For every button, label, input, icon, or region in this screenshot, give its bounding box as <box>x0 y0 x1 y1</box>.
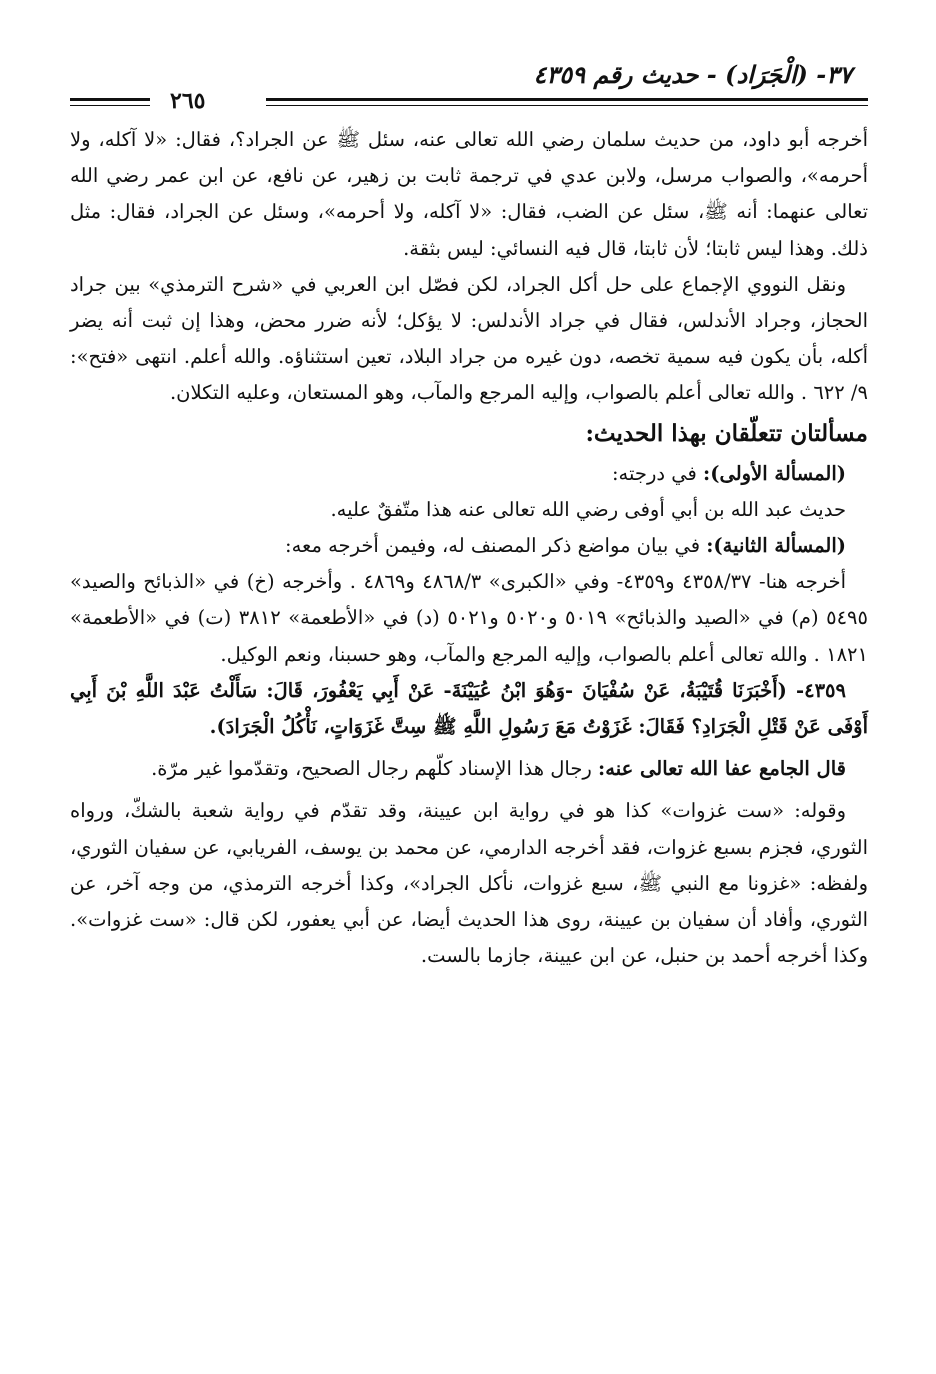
section-heading: مسألتان تتعلّقان بهذا الحديث: <box>585 419 868 447</box>
paragraph-abu-dawud: أخرجه أبو داود، من حديث سلمان رضي الله تعالى عنه، سئل ﷺ عن الجراد؟، فقال: «لا آكله، ولا أحرمه»، والصواب مرسل، ولابن عدي في ترجمة ثابت بن زهير، عن نافع، عن ابن عمر رضي الله تعالى عنهما: أنه ﷺ، سئل عن الضب، فقال: «لا آكله، ولا أحرمه»، وسئل عن الجراد، فقال: مثل ذلك. وهذا ليس ثابتا؛ لأن ثابتا، قال فيه النسائي: ليس بثقة. <box>70 128 868 260</box>
question-one-body: حديث عبد الله بن أبي أوفى رضي الله تعالى عنه هذا متّفقٌ عليه. <box>330 497 846 521</box>
question-two-body: أخرجه هنا- ٤٣٥٨/٣٧ و٤٣٥٩- وفي «الكبرى» ٤٨٦٨/٣ و٤٨٦٩ . وأخرجه (خ) في «الذبائح والصيد» ٥٤٩٥ (م) في «الصيد والذبائح» ٥٠١٩ و٥٠٢٠ و٥٠٢١ (د) في «الأطعمة» ٣٨١٢ (ت) في «الأطعمة» ١٨٢١ . والله تعالى أعلم بالصواب، وإليه المرجع والمآب، وهو حسبنا، ونعم الوكيل. <box>70 570 868 666</box>
page-content <box>70 122 868 974</box>
jami-text: رجال هذا الإسناد كلّهم رجال الصحيح، وتقدّموا غير مرّة. <box>151 757 599 781</box>
jami-comment <box>70 751 868 787</box>
page-number: ٢٦٥ <box>170 88 206 114</box>
header-rule <box>266 98 868 101</box>
paragraph-commentary: وقوله: «ست غزوات» كذا هو في رواية ابن عيينة، وقد تقدّم في رواية شعبة بالشكّ، ورواه الثوري، فجزم بسبع غزوات، فقد أخرجه الدارمي، عن محمد بن يوسف، الفريابي، عن سفيان الثوري، ولفظه: «غزونا مع النبي ﷺ، سبع غزوات، نأكل الجراد»، وكذا أخرجه الترمذي، من وجه آخر، عن الثوري، وأفاد أن سفيان بن عيينة، روى هذا الحديث أيضا، عن أبي يعفور، لكن قال: «ست غزوات». وكذا أخرجه أحمد بن حنبل، عن ابن عيينة، جازما بالست. <box>70 799 868 968</box>
page-header <box>70 60 868 122</box>
hadith-text: ٤٣٥٩- (أَخْبَرَنَا قُتَيْبَةُ، عَنْ سُفْيَانَ -وَهُوَ ابْنُ عُيَيْنَةَ- عَنْ أَبِي يَعْفُورَ، قَالَ: سَأَلْتُ عَبْدَ اللَّهِ بْنَ أَبِي أَوْفَى عَنْ قَتْلِ الْجَرَادِ؟ فَقَالَ: غَزَوْتُ مَعَ رَسُولِ اللَّهِ ﷺ سِتَّ غَزَوَاتٍ، نَأْكُلُ الْجَرَادَ). <box>70 678 868 739</box>
question-one-text: في درجته: <box>611 461 704 485</box>
question-two <box>70 528 868 564</box>
question-two-text: في بيان مواضع ذكر المصنف له، وفيمن أخرجه معه: <box>285 534 707 558</box>
paragraph-nawawi: ونقل النووي الإجماع على حل أكل الجراد، لكن فصّل ابن العربي في «شرح الترمذي» بين جراد الحجاز، وجراد الأندلس، فقال في جراد الأندلس: لا يؤكل؛ لأنه ضرر محض، وهذا إن ثبت أنه يضر أكله، بأن يكون فيه سمية تخصه، دون غيره من جراد البلاد، تعين استثناؤه. والله أعلم. انتهى «فتح»: ٩/ ٦٢٢ . والله تعالى أعلم بالصواب، وإليه المرجع والمآب، وهو المستعان، وعليه التكلان. <box>70 272 868 405</box>
chapter-title: ٣٧- (الْجَرَاد) - حديث رقم ٤٣٥٩ <box>533 60 852 89</box>
jami-label: قال الجامع عفا الله تعالى عنه: <box>598 757 846 781</box>
question-one <box>70 456 868 492</box>
question-one-label: (المسألة الأولى): <box>703 461 846 485</box>
question-two-label: (المسألة الثانية): <box>706 534 846 558</box>
header-rule-left <box>70 98 150 101</box>
